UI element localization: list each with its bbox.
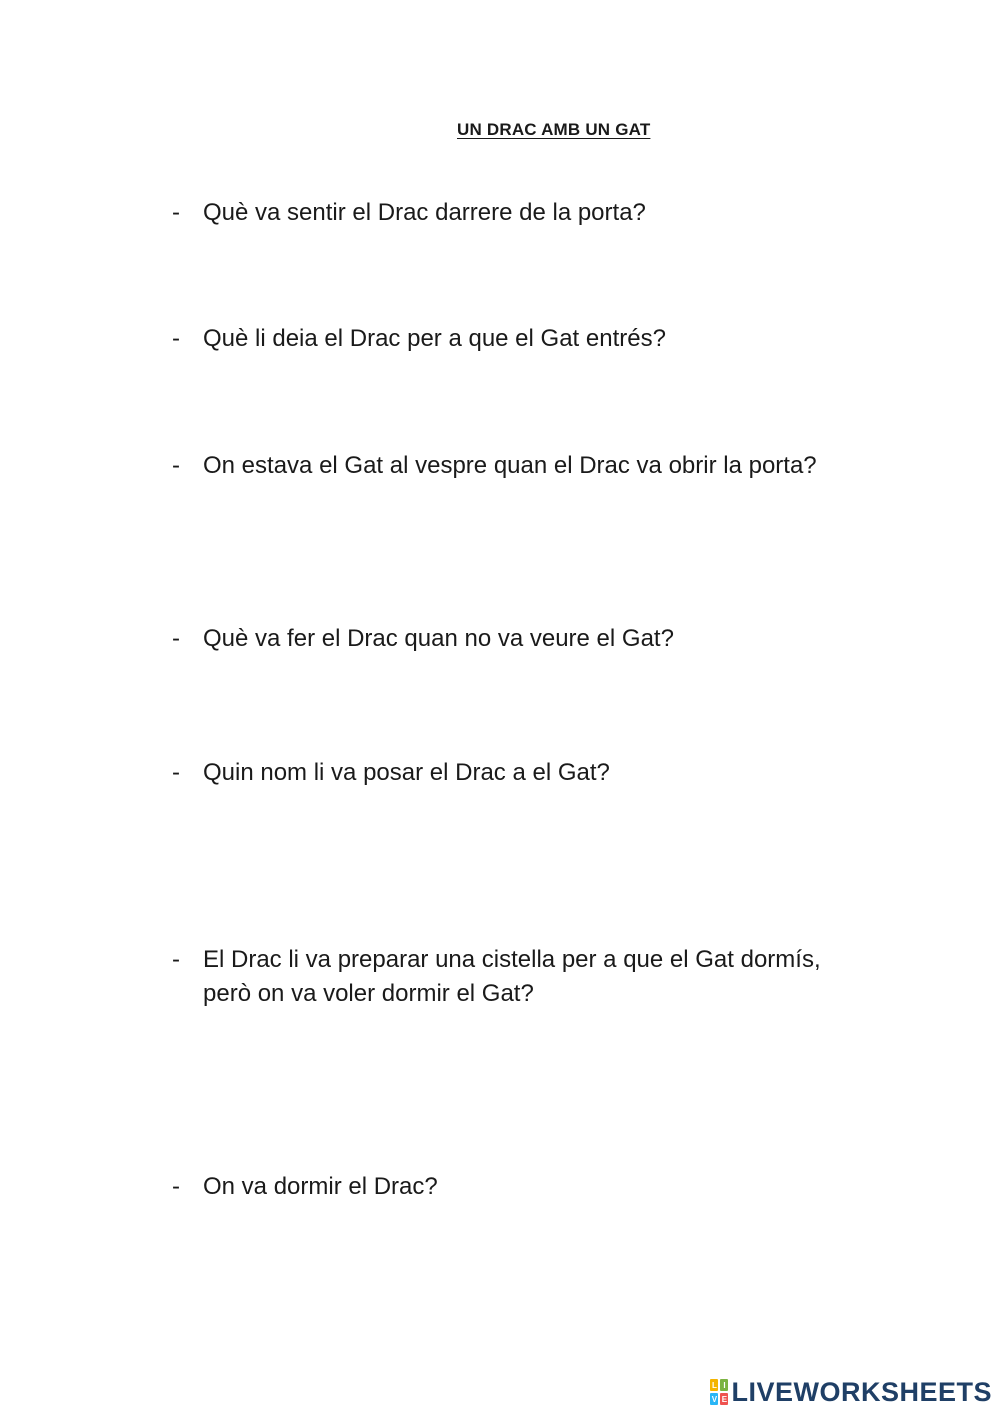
question-text: On estava el Gat al vespre quan el Drac va obrir la porta? xyxy=(203,452,817,479)
question-text: El Drac li va preparar una cistella per a que el Gat dormís, però on va voler dormir el Gat? xyxy=(203,946,821,1007)
logo-letter: V xyxy=(711,1394,718,1404)
logo-letter: L xyxy=(712,1380,717,1390)
question-text: Quin nom li va posar el Drac a el Gat? xyxy=(203,759,610,786)
bullet-dash: - xyxy=(172,625,180,652)
bullet-dash: - xyxy=(172,1173,180,1200)
bullet-dash: - xyxy=(172,946,180,973)
bullet-dash: - xyxy=(172,759,180,786)
liveworksheets-logo xyxy=(710,1376,992,1407)
question-text: Què li deia el Drac per a que el Gat entrés? xyxy=(203,325,666,352)
question-text: Què va sentir el Drac darrere de la porta? xyxy=(203,199,646,226)
question-2 xyxy=(172,322,832,356)
question-text: On va dormir el Drac? xyxy=(203,1173,438,1200)
question-text: Què va fer el Drac quan no va veure el Gat? xyxy=(203,625,674,652)
question-1 xyxy=(172,196,832,230)
question-5 xyxy=(172,756,832,790)
bullet-dash: - xyxy=(172,325,180,352)
bullet-dash: - xyxy=(172,452,180,479)
logo-mark-icon xyxy=(710,1379,728,1405)
logo-text: LIVEWORKSHEETS xyxy=(731,1376,992,1407)
worksheet-title: UN DRAC AMB UN GAT xyxy=(457,120,651,139)
question-6 xyxy=(172,943,832,1011)
question-3 xyxy=(172,449,832,483)
logo-letter: I xyxy=(720,1379,728,1391)
question-4 xyxy=(172,622,832,656)
question-7 xyxy=(172,1170,832,1204)
logo-letter: E xyxy=(721,1394,728,1404)
bullet-dash: - xyxy=(172,199,180,226)
